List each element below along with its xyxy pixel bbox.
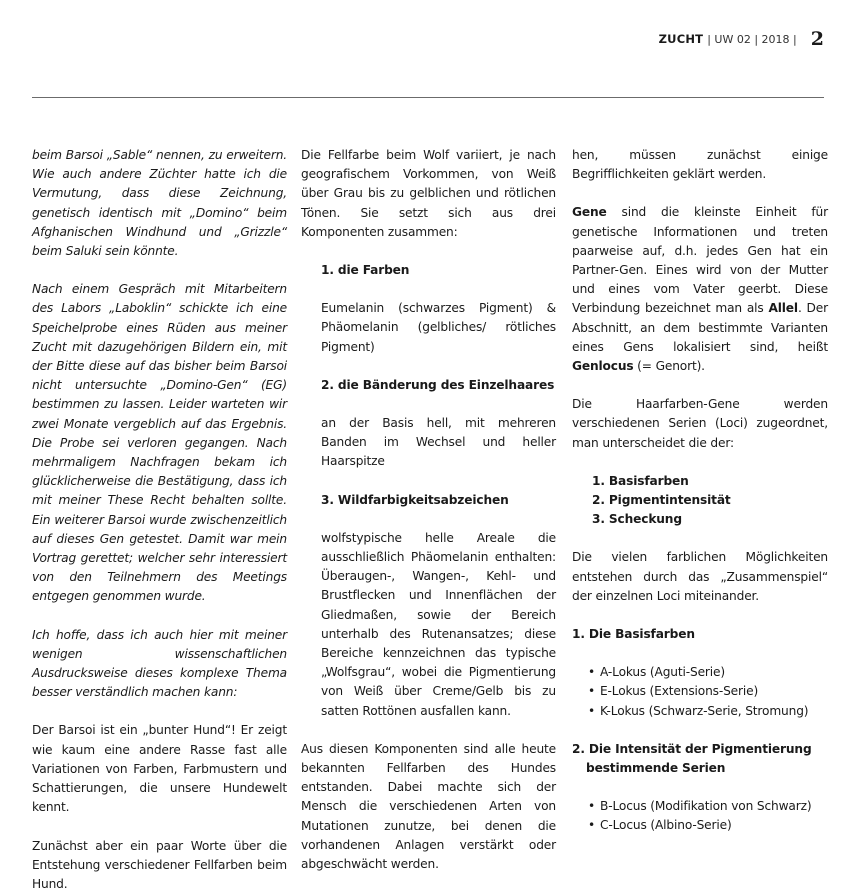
page-header bbox=[659, 28, 824, 50]
text-span: sind die kleinste Einheit für genetische Informationen und treten paarweise auf, d.h. jedes Gen hat ein Partner-Gen. Eines wird von der Mutter und eines vom Vater geerbt. Diese Verbindung bezeichnet man als bbox=[572, 205, 828, 315]
component-text: Eumelanin (schwarzes Pigment) & Phäomelanin (gelbliches/ rötliches Pigment) bbox=[301, 299, 556, 357]
paragraph: Ich hoffe, dass ich auch hier mit meiner wenigen wissenschaftlichen Ausdrucksweise dieses komplexe Thema besser verständlich machen kann: bbox=[32, 626, 287, 703]
term-allel: Allel bbox=[768, 301, 797, 315]
page-number: 2 bbox=[811, 28, 824, 50]
component-text: an der Basis hell, mit mehreren Banden im Wechsel und heller Haarspitze bbox=[301, 414, 556, 472]
list-item: • K-Lokus (Schwarz-Serie, Stromung) bbox=[600, 702, 828, 721]
header-divider bbox=[32, 97, 824, 98]
paragraph: Zunächst aber ein paar Worte über die Entstehung verschiedener Fellfarben beim Hund. bbox=[32, 837, 287, 894]
issue-info: | UW 02 | 2018 | bbox=[707, 33, 797, 46]
list-item: 1. Basisfarben bbox=[592, 472, 828, 491]
paragraph: Der Barsoi ist ein „bunter Hund“! Er zeigt wie kaum eine andere Rasse fast alle Variationen von Farben, Farbmustern und Schattierungen, die unsere Hundewelt kennt. bbox=[32, 721, 287, 817]
list-item: • E-Lokus (Extensions-Serie) bbox=[600, 682, 828, 701]
paragraph: Nach einem Gespräch mit Mitarbeitern des Labors „Laboklin“ schickte ich eine Speichelprobe eines Rüden aus meiner Zucht mit dazugehörigen Bildern ein, mit der Bitte diese auf das bisher beim Barsoi nicht untersuchte „Domino-Gen“ (EG) bestimmen zu lassen. Leider warteten wir zwei Monate vergeblich auf das Ergebnis. Die Probe sei verloren gegangen. Nach mehrmaligem Nachfragen bekam ich glücklicherweise die Bestätigung, dass ich mit meiner These Recht behalten sollte. Ein weiterer Barsoi wurde zwischenzeitlich auf dieses Gen getestet. Damit war mein Vortrag gerettet; welcher sehr interessiert von den Teilnehmern des Meetings entgegen genommen wurde. bbox=[32, 280, 287, 606]
section-title: ZUCHT bbox=[659, 32, 704, 46]
list-item: • C-Locus (Albino-Serie) bbox=[600, 816, 828, 835]
list-item: • B-Locus (Modifikation von Schwarz) bbox=[600, 797, 828, 816]
column-1 bbox=[32, 146, 287, 894]
section-heading: 2. Die Intensität der Pigmentierung bbox=[572, 740, 828, 759]
intensity-locus-list bbox=[572, 797, 828, 835]
list-item: 3. Scheckung bbox=[592, 510, 828, 529]
paragraph: Aus diesen Komponenten sind alle heute bekannten Fellfarben des Hundes entstanden. Dabei machte sich der Mensch die verschiedenen Arten von Mutationen zunutze, bei denen die vorhandenen Anlagen verstärkt oder abgeschwächt werden. bbox=[301, 740, 556, 874]
component-heading: 1. die Farben bbox=[301, 261, 556, 280]
component-heading: 3. Wildfarbigkeitsabzeichen bbox=[301, 491, 556, 510]
section-heading-continued: bestimmende Serien bbox=[572, 759, 828, 778]
series-list bbox=[572, 472, 828, 530]
text-span: (= Genort). bbox=[633, 359, 704, 373]
paragraph: hen, müssen zunächst einige Begrifflichkeiten geklärt werden. bbox=[572, 146, 828, 184]
column-3 bbox=[572, 146, 828, 836]
text-span: . Der Abschnitt, an dem bestimmte Varianten eines Gens lokalisiert sind, heißt bbox=[572, 301, 828, 353]
list-item: 2. Pigmentintensität bbox=[592, 491, 828, 510]
list-item: • A-Lokus (Aguti-Serie) bbox=[600, 663, 828, 682]
component-text: wolfstypische helle Areale die ausschließlich Phäomelanin enthalten: Überaugen-, Wangen-, Kehl- und Brustflecken und Innenflächen der Gliedmaßen, sowie der Bereich unterhalb des Rutenansatzes; diese Bereiche kennzeichnen das typische „Wolfsgrau“, wobei die Pigmentierung von Weiß über Creme/Gelb bis zu satten Rottönen ausfallen kann. bbox=[301, 529, 556, 721]
gene-definition-paragraph bbox=[572, 203, 828, 376]
component-heading: 2. die Bänderung des Einzelhaares bbox=[301, 376, 556, 395]
term-genlocus: Genlocus bbox=[572, 359, 633, 373]
term-gene: Gene bbox=[572, 205, 607, 219]
paragraph: beim Barsoi „Sable“ nennen, zu erweitern. Wie auch andere Züchter hatte ich die Vermutung, dass diese Zeichnung, genetisch identisch mit „Domino“ beim Afghanischen Windhund und „Grizzle“ beim Saluki sein könnte. bbox=[32, 146, 287, 261]
section-heading: 1. Die Basisfarben bbox=[572, 625, 828, 644]
paragraph: Die Fellfarbe beim Wolf variiert, je nach geografischem Vorkommen, von Weiß über Grau bis zu gelblichen und rötlichen Tönen. Sie setzt sich aus drei Komponenten zusammen: bbox=[301, 146, 556, 242]
column-2 bbox=[301, 146, 556, 874]
basis-locus-list bbox=[572, 663, 828, 721]
paragraph: Die vielen farblichen Möglichkeiten entstehen durch das „Zusammenspiel“ der einzelnen Loci miteinander. bbox=[572, 548, 828, 606]
paragraph: Die Haarfarben-Gene werden verschiedenen Serien (Loci) zugeordnet, man unterscheidet die der: bbox=[572, 395, 828, 453]
